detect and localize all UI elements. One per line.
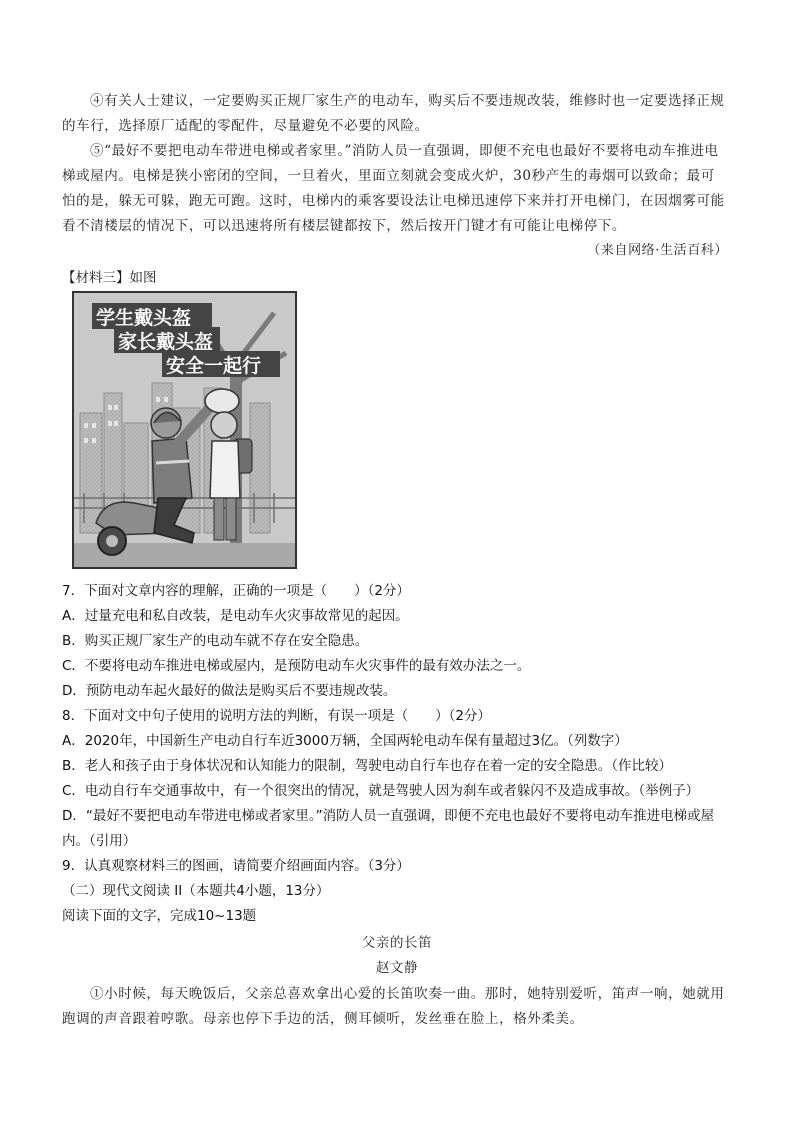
slogan-line-2: 家长戴头盔 [118,331,214,353]
paragraph-4: ④有关人士建议，一定要购买正规厂家生产的电动车，购买后不要违规改装，维修时也一定要选择正规的车行，选择原厂适配的零配件，尽量避免不必要的风险。 [62,93,725,134]
material3-label: 【材料三】如图 [62,270,157,286]
question-8-stem: 8．下面对文中句子使用的说明方法的判断，有误一项是（ ）（2分） [62,708,491,724]
section-2-heading: （二）现代文阅读 II（本题共4小题，13分） [62,883,330,899]
section-2-instruction: 阅读下面的文字，完成10~13题 [62,908,257,924]
question-9-stem: 9．认真观察材料三的图画，请简要介绍画面内容。（3分） [62,858,410,874]
article-author: 赵文静 [375,960,419,976]
article-paragraph-1: ①小时候，每天晚饭后，父亲总喜欢拿出心爱的长笛吹奏一曲。那时，她特别爱听，笛声一响，她就用跑调的声音跟着哼歌。母亲也停下手边的活，侧耳倾听，发丝垂在脸上，格外柔美。 [62,986,725,1027]
slogan-line-1: 学生戴头盔 [96,307,192,329]
poster-illustration [74,293,295,567]
question-8-option-b: B．老人和孩子由于身体状况和认知能力的限制，驾驶电动自行车也存在着一定的安全隐患。（作比较） [62,758,673,774]
question-8-option-a: A．2020年，中国新生产电动自行车近3000万辆，全国两轮电动车保有量超过3亿。（列数字） [62,733,628,749]
helmet-poster-image [72,291,297,569]
question-7-stem: 7．下面对文章内容的理解，正确的一项是（ ）（2分） [62,583,410,599]
question-8-option-c: C．电动自行车交通事故中，有一个很突出的情况，就是驾驶人因为刹车或者躲闪不及造成事故。（举例子） [62,783,700,799]
question-7-option-d: D．预防电动车起火最好的做法是购买后不要违规改装。 [62,683,397,699]
slogan-line-3: 安全一起行 [166,355,262,377]
question-7-option-a: A．过量充电和私自改装，是电动车火灾事故常见的起因。 [62,608,409,624]
question-8-option-d: D．“最好不要把电动车带进电梯或者家里。”消防人员一直强调，即便不充电也最好不要将电动车推进电梯或屋内。（引用） [62,808,715,849]
paragraph-5: ⑤“最好不要把电动车带进电梯或者家里。”消防人员一直强调，即便不充电也最好不要将电动车推进电梯或屋内。电梯是狭小密闭的空间，一旦着火，里面立刻就会变成火炉，30秒产生的毒烟可以致命；最可怕的是，躲无可躲，跑无可跑。这时，电梯内的乘客要设法让电梯迅速停下来并打开电梯门，在因烟雾可能看不清楼层的情况下，可以迅速将所有楼层键都按下，然后按开门键才有可能让电梯停下。 [62,143,725,234]
article-title: 父亲的长笛 [361,935,433,951]
question-7-option-c: C．不要将电动车推进电梯或屋内，是预防电动车火灾事件的最有效办法之一。 [62,658,531,674]
source-note: （来自网络·生活百科） [587,243,728,258]
question-7-option-b: B．购买正规厂家生产的电动车就不存在安全隐患。 [62,633,369,649]
